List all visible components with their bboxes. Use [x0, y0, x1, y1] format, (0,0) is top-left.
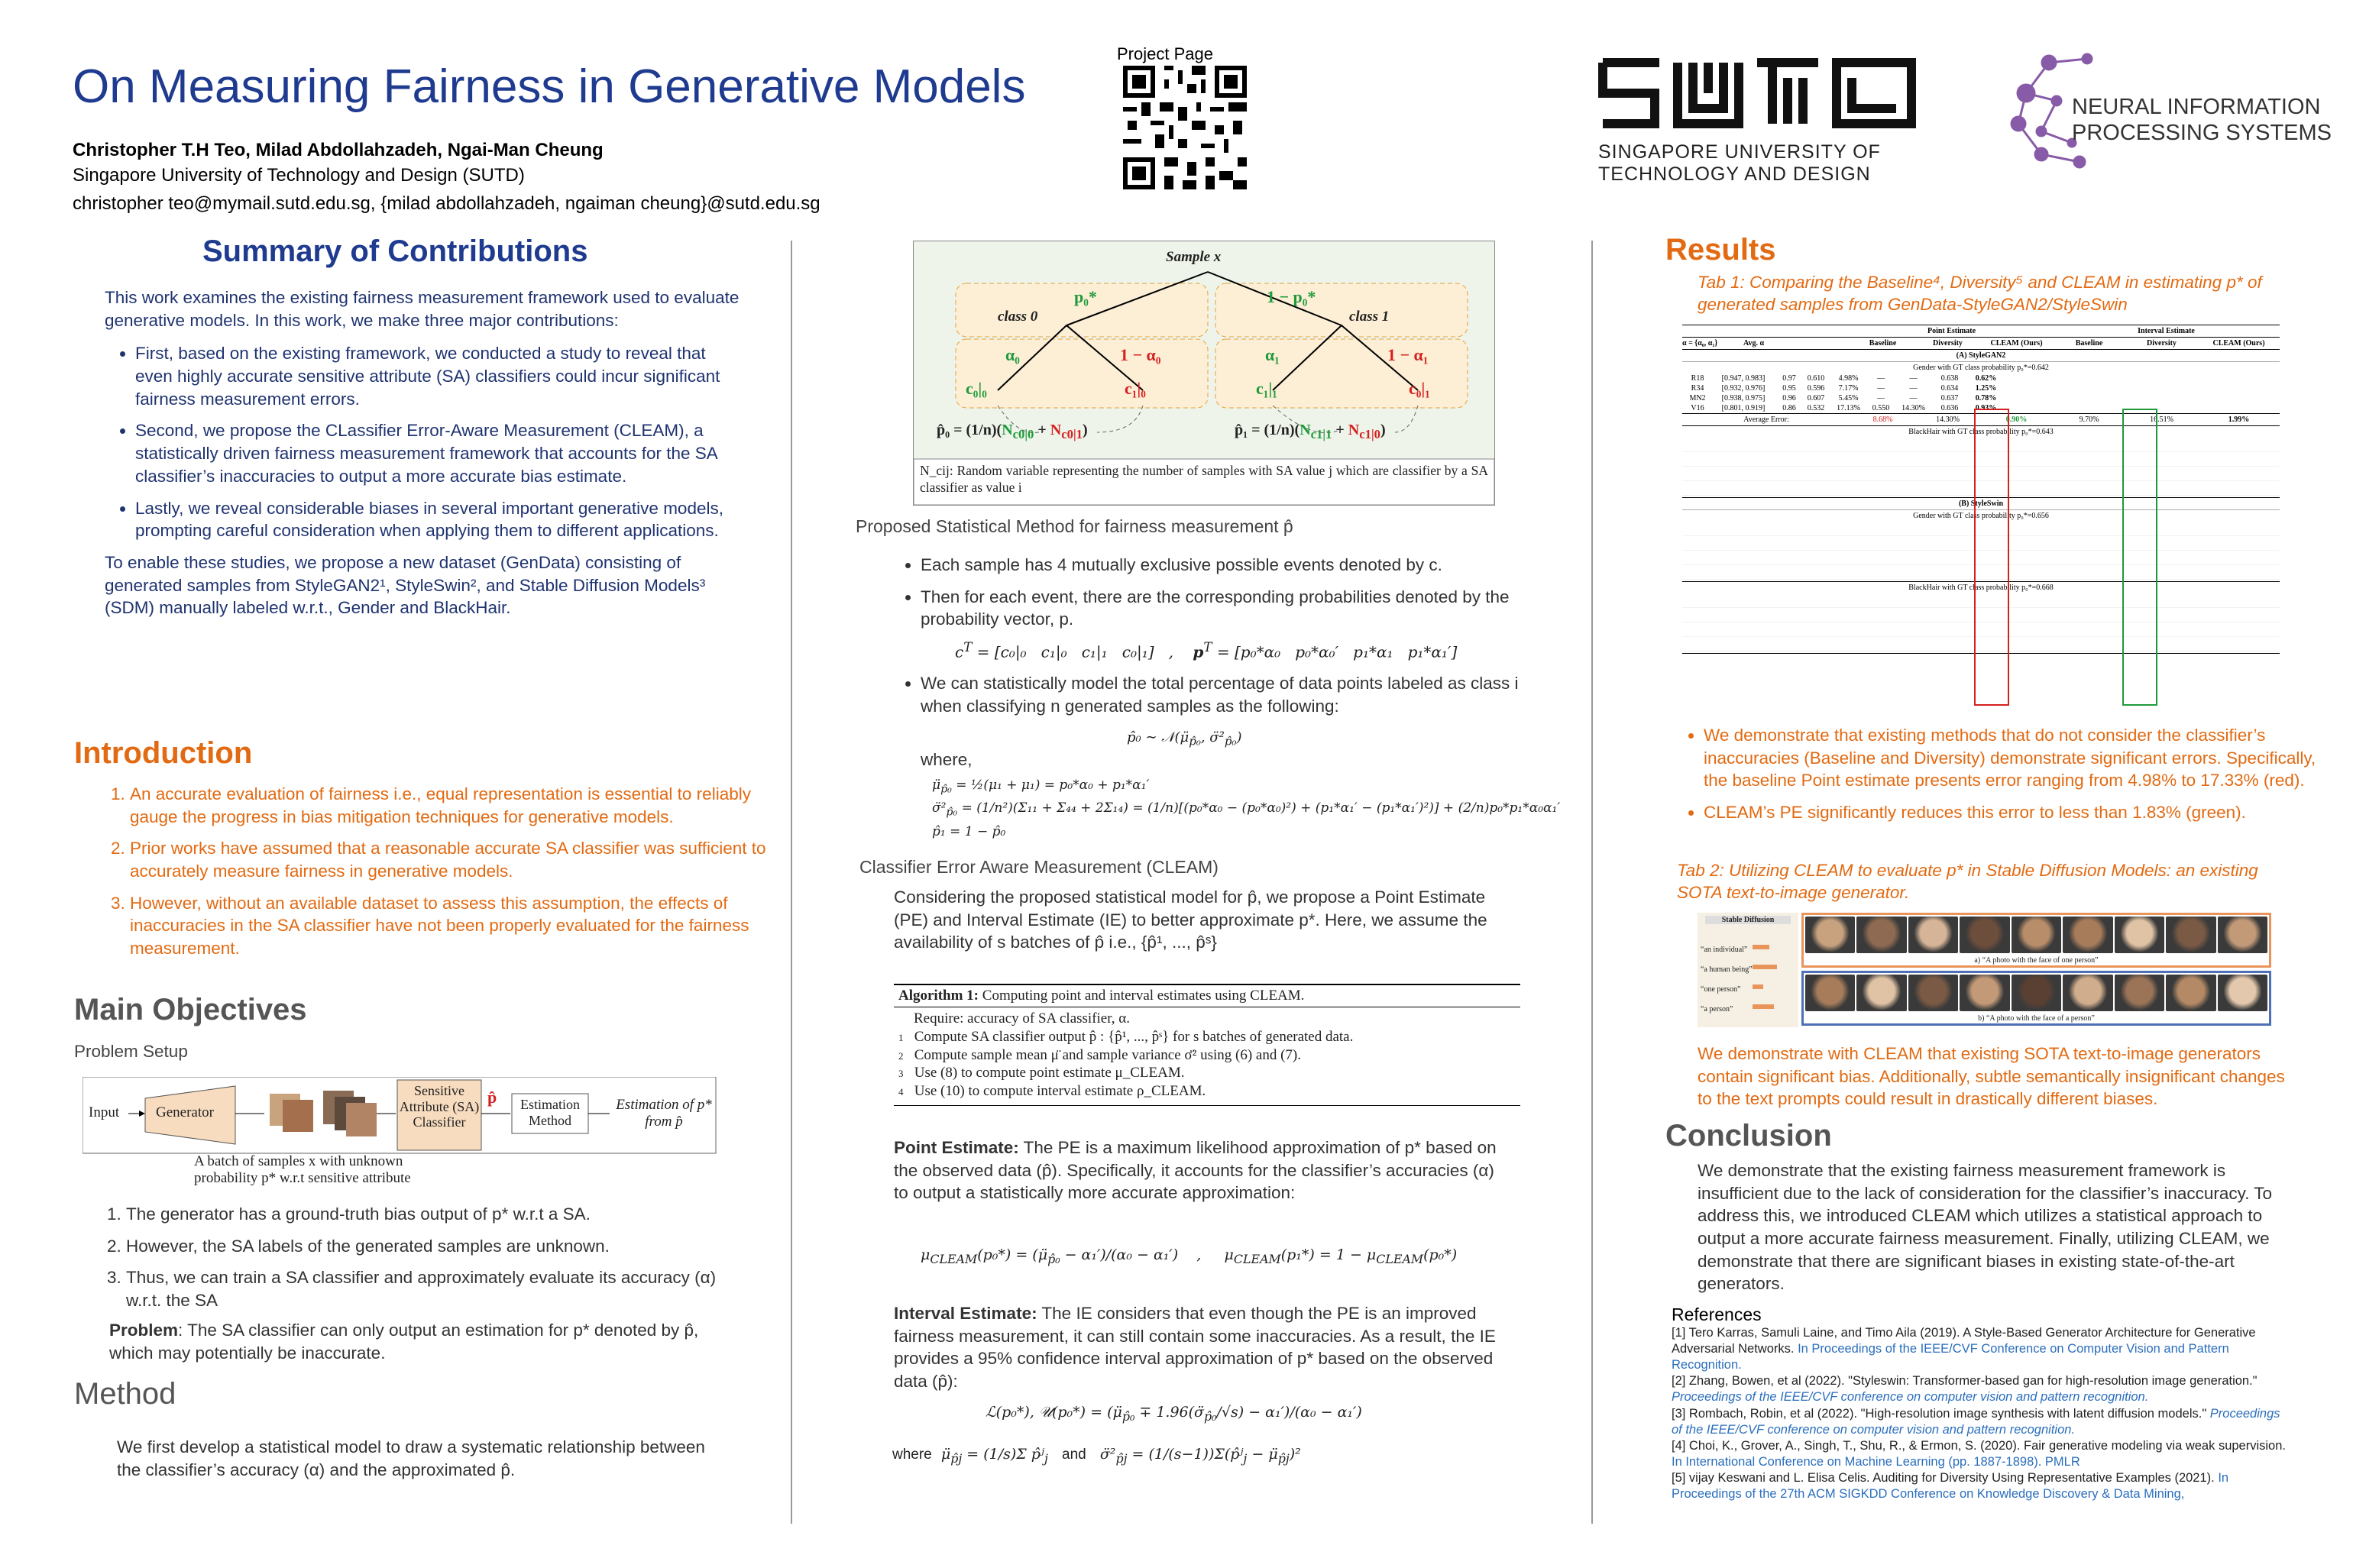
- face-image: [2012, 975, 2061, 1011]
- conclusion-heading: Conclusion: [1665, 1119, 1832, 1153]
- tree-na0-label: 1 − α₀: [1120, 345, 1161, 364]
- tree-c11-label: c₁|₁: [1256, 379, 1277, 398]
- sutd-name-line1: SINGAPORE UNIVERSITY OF: [1598, 141, 1881, 163]
- column-divider-2: [1591, 241, 1593, 1524]
- tree-na1-label: 1 − α₁: [1387, 345, 1429, 364]
- reference-text: [2] Zhang, Bowen, et al (2022). "Styleswin: Transformer-based gan for high-resolution image generation.": [1672, 1374, 2258, 1389]
- table1-cell: —: [1877, 374, 1885, 383]
- problem-setup-diagram: [83, 1077, 717, 1191]
- table1-subsection: Gender with GT class probability p₀*=0.642: [1913, 364, 2049, 372]
- introduction-list: [92, 783, 772, 969]
- tree-c00-label: c₀|₀: [966, 379, 987, 398]
- face-image: [1805, 917, 1855, 953]
- tree-class0-label: class 0: [998, 309, 1038, 325]
- introduction-item: 2. Prior works have assumed that a reasonable accurate SA classifier was sufficient to accurately measure fairness in generative models.: [130, 837, 772, 882]
- table2-text: We demonstrate with CLEAM that existing SOTA text-to-image generators contain significant bias. Additionally, subtle semantically insignificant changes to the text prompts could result in drastically different biases.: [1698, 1044, 2285, 1109]
- table1-cell: 0.596: [1807, 384, 1825, 393]
- face-image: [2063, 917, 2112, 953]
- probability-vector-formula: $c^T = [c_0|_0$ c₁|₀ c₁|₁ c₀|₁] , $p^T = [p_0*\alpha_0$ p₀*α₀′ p₁*α₁ p₁*α₁′]: [955, 640, 1458, 661]
- emails: christopher teo@mymail.sutd.edu.sg, {milad abdollahzadeh, ngaiman cheung}@sutd.edu.sg: [73, 193, 820, 214]
- diagram-input-label: Input: [89, 1104, 120, 1120]
- sutd-name-line2: TECHNOLOGY AND DESIGN: [1598, 163, 1871, 185]
- tree-a0-label: α₀: [1005, 345, 1020, 364]
- face-image: [2166, 975, 2215, 1011]
- baseline-error-highlight: [1974, 409, 2009, 706]
- table1-cell: 0.638: [1940, 374, 1959, 383]
- tree-p0-label: p₀*: [1074, 287, 1097, 306]
- table1-cell: —: [1909, 384, 1918, 393]
- tree-c10-label: c₁|₀: [1125, 379, 1146, 398]
- reference-text: [3] Rombach, Robin, et al (2022). "High-resolution image synthesis with latent diffusion models.": [1672, 1406, 2210, 1421]
- face-image: [2218, 975, 2267, 1011]
- project-page-label: Project Page: [1117, 44, 1213, 63]
- face-caption: a) “A photo with the face of one person”: [1804, 956, 2269, 965]
- face-image: [2115, 975, 2164, 1011]
- face-image: [2166, 917, 2215, 953]
- interval-estimate-formula: ℒ(p₀*), 𝒰(p₀*) = ($\mü_{p̂_0}$ ∓ $1.96(\sigmä_{p̂_0}/√s) - \alpha_1')/(\alpha_0 - \alpha_1')$: [986, 1404, 1362, 1424]
- table1-cell: MN2: [1689, 394, 1706, 403]
- table1-caption: Tab 1: Comparing the Baseline⁴, Diversity⁵ and CLEAM in estimating p* of generated samples from GenData-StyleGAN2/StyleSwin: [1698, 273, 2262, 315]
- diagram-output-label: Estimation of p* from p̂: [616, 1097, 712, 1130]
- stat-where: where,: [921, 750, 973, 769]
- problem-statement: [109, 1319, 728, 1364]
- table1-avg-val: 9.70%: [2079, 415, 2099, 424]
- face-image: [1805, 975, 1855, 1011]
- results-bullet: • CLEAM’s PE significantly reduces this error to less than 1.83% (green).: [1704, 801, 2322, 824]
- table1-col: Baseline: [2075, 339, 2103, 348]
- table1-cell: —: [1877, 394, 1885, 403]
- reference-link[interactable]: In Proceedings of the 27th ACM SIGKDD Conference on Knowledge Discovery & Data Mining,: [1672, 1470, 2229, 1502]
- algo-step-3: 3 Use (8) to compute point estimate μ_CLEAM.: [898, 1065, 1185, 1081]
- table1-cell: 0.610: [1807, 374, 1825, 383]
- table1-cell: 0.636: [1940, 404, 1959, 412]
- table1-section-a: (A) StyleGAN2: [1682, 350, 2280, 362]
- tree-c01-label: c₀|₁: [1409, 379, 1430, 398]
- face-grid: [1801, 913, 2274, 1027]
- table1-avg-val: 14.30%: [1936, 415, 1960, 424]
- stat-heading: Proposed Statistical Method for fairness measurement p̂: [856, 516, 1293, 536]
- affiliation: Singapore University of Technology and Design (SUTD): [73, 165, 525, 186]
- problem-setup-label: Problem Setup: [74, 1042, 188, 1061]
- table1-cell: 14.30%: [1901, 404, 1925, 412]
- table1-cell: R18: [1691, 374, 1704, 383]
- cleam-text: Considering the proposed statistical model for p̂, we propose a Point Estimate (PE) and Interval Estimate (IE) to better approximate p*. Here, we assume the availability of s batches of p̂ i.e., {p̂¹, ..., p̂ˢ}: [894, 887, 1487, 952]
- algo-step-text: Compute SA classifier output p̂ : {p̂¹, ..., p̂ˢ} for s batches of generated data.: [914, 1028, 1354, 1045]
- face-image: [2063, 975, 2112, 1011]
- table1-cell: 0.634: [1940, 384, 1959, 393]
- table1-cell: —: [1877, 384, 1885, 393]
- table1-cell: 1.25%: [1975, 384, 1997, 393]
- point-estimate-text: [894, 1136, 1505, 1204]
- point-estimate-formula: $\mu_{CLEAM}(p_0*)$ = $(\mü_{p̂_0} - \alpha_1')/(\alpha_0 - \alpha_1')$ , $\mu_{CLEAM}(p_1*) = 1 - \mu_{CLEAM}(p_0*)$: [921, 1246, 1458, 1266]
- objective-item: 2. However, the SA labels of the generated samples are unknown.: [126, 1235, 753, 1258]
- face-caption: b) “A photo with the face of a person”: [1804, 1014, 2269, 1023]
- diagram-caption-2: probability p* w.r.t sensitive attribute: [194, 1170, 411, 1186]
- normal-model-formula: p̂₀ ∼ $𝒩(\mü_{p̂_0}$, $\sigmä^2_{p̂_0}$): [1127, 729, 1242, 748]
- table1-avg-val: 8.68%: [1872, 415, 1893, 424]
- face-image: [1856, 975, 1906, 1011]
- face-row: [1801, 971, 2271, 1026]
- introduction-item: 3. However, without an available dataset to assess this assumption, the effects of inaccuracies in the SA classifier have not been properly evaluated for the fairness measurement.: [130, 892, 772, 960]
- tree-phat0-formula: p̂₀ = $(1/n)(N_{c0|0} + N_{c0|1})$: [937, 422, 1088, 441]
- table1-cell: 17.13%: [1837, 404, 1860, 412]
- face-row: [1801, 913, 2271, 968]
- reference-item: [1672, 1470, 2290, 1502]
- introduction-heading: Introduction: [74, 736, 253, 770]
- sd-title: Stable Diffusion: [1705, 916, 1791, 924]
- tree-note: N_cij: Random variable representing the number of samples with SA value j which are classifier by a SA classifier as value i: [920, 463, 1488, 495]
- reference-text: [4] Choi, K., Grover, A., Singh, T., Shu, R., & Ermon, S. (2020). Fair generative modeling via weak supervision.: [1672, 1438, 2286, 1453]
- stat-bullet: • Then for each event, there are the corresponding probabilities denoted by the probability vector, p.: [921, 586, 1555, 631]
- reference-item: [1672, 1438, 2290, 1470]
- sd-prompt: “a person”: [1701, 1005, 1733, 1014]
- algo-desc: Computing point and interval estimates using CLEAM.: [982, 988, 1305, 1004]
- sd-prompt: “a human being”: [1701, 965, 1753, 974]
- tree-class1-label: class 1: [1349, 309, 1390, 325]
- face-image: [1908, 917, 1958, 953]
- table2-caption: Tab 2: Utilizing CLEAM to evaluate p* in Stable Diffusion Models: an existing SOTA text-to-image generator.: [1677, 861, 2258, 903]
- cleam-error-highlight: [2122, 409, 2157, 706]
- stat-bullets-2: [890, 672, 1555, 726]
- poster-title: On Measuring Fairness in Generative Models: [73, 60, 1026, 113]
- pe-label: Point Estimate:: [894, 1138, 1019, 1157]
- problem-text: : The SA classifier can only output an estimation for p* denoted by p̂, which may potentially be inaccurate.: [109, 1321, 699, 1363]
- neurips-logo: [1995, 47, 2332, 177]
- authors: Christopher T.H Teo, Milad Abdollahzadeh, Ngai-Man Cheung: [73, 140, 604, 160]
- ie-label: Interval Estimate:: [894, 1304, 1037, 1323]
- introduction-item: 1. An accurate evaluation of fairness i.e., equal representation is essential to reliably gauge the progress in bias mitigation techniques for generative models.: [130, 783, 772, 828]
- stat-bullet: • We can statistically model the total percentage of data points labeled as class i when classifying n generated samples as the following:: [921, 672, 1555, 717]
- table1-cell: 0.637: [1940, 394, 1959, 403]
- summary-heading: Summary of Contributions: [202, 234, 588, 268]
- reference-item: [1672, 1406, 2290, 1438]
- diagram-generator-label: Generator: [156, 1104, 214, 1120]
- table1-cell: R34: [1691, 384, 1704, 393]
- face-image: [1856, 917, 1906, 953]
- ie-text: The IE considers that even though the PE is an improved fairness measurement, it can still contain some inaccuracies. As a result, the IE provides a 95% confidence interval approximation of p* based on the observed data (p̂):: [894, 1304, 1496, 1392]
- conclusion-text: We demonstrate that the existing fairness measurement framework is insufficient due to the lack of consideration for the classifier’s inaccuracy. To address this, we introduced CLEAM which utilizes a statistical approach to output a more accurate fairness measurement. Finally, utilizing CLEAM, we demonstrate that there are significant biases in existing state-of-the-art generators.: [1698, 1161, 2273, 1294]
- face-image: [2115, 917, 2164, 953]
- qr-code-icon[interactable]: [1123, 66, 1247, 189]
- stable-diffusion-figure: [1698, 913, 2274, 1027]
- table1-column-headers: α = {α₀, α₁} Avg. α Baseline Diversity CLEAM (Ours) Baseline Diversity CLEAM (Ours): [1682, 338, 2280, 350]
- method-heading: Method: [74, 1377, 176, 1411]
- reference-text: [5] vijay Keswani and L. Elisa Celis. Auditing for Diversity Using Representative Examples (2021).: [1672, 1470, 2219, 1485]
- algo-step-text: Use (8) to compute point estimate μ_CLEAM.: [914, 1065, 1185, 1081]
- table1-section-b: (B) StyleSwin: [1682, 497, 2280, 510]
- table1-cell: 0.607: [1807, 394, 1825, 403]
- objectives-list: [88, 1203, 753, 1321]
- table1-cell: [0.932, 0.976]: [1721, 384, 1766, 393]
- table1-cell: 0.550: [1872, 404, 1890, 412]
- sd-prompt: “an individual”: [1701, 946, 1748, 954]
- diagram-phat-icon: p̂: [487, 1088, 497, 1107]
- reference-item: [1672, 1325, 2290, 1373]
- method-text: We first develop a statistical model to draw a systematic relationship between the classifier’s accuracy (α) and the approximated p̂.: [117, 1437, 705, 1479]
- table1-subsection: BlackHair with GT class probability p₀*=0.643: [1908, 428, 2054, 436]
- table1-row: [1682, 383, 2280, 393]
- reference-link[interactable]: In International Conference on Machine Learning (pp. 1887-1898). PMLR: [1672, 1454, 2080, 1469]
- face-image: [2218, 917, 2267, 953]
- table1-row: [1682, 393, 2280, 403]
- table1-cell: 0.78%: [1975, 394, 1997, 403]
- reference-link[interactable]: Proceedings of the IEEE/CVF conference on computer vision and pattern recognition.: [1672, 1406, 2280, 1437]
- neurips-name-line2: PROCESSING SYSTEMS: [2072, 121, 2332, 145]
- stat-bullets: [890, 554, 1555, 640]
- results-table-1: [1682, 325, 2280, 706]
- table1-avg-val: 1.99%: [2228, 415, 2250, 424]
- table1-cell: —: [1909, 394, 1918, 403]
- table1-subsection: Gender with GT class probability p₀*=0.656: [1913, 512, 2049, 520]
- algorithm-box: [894, 984, 1520, 1106]
- stat-bullet: • Each sample has 4 mutually exclusive possible events denoted by c.: [921, 554, 1555, 577]
- face-image: [1908, 975, 1958, 1011]
- table1-col: Diversity: [1933, 339, 1963, 348]
- objectives-heading: Main Objectives: [74, 993, 307, 1026]
- face-image: [1960, 917, 2009, 953]
- cleam-heading: Classifier Error Aware Measurement (CLEAM): [859, 857, 1219, 877]
- references-heading: References: [1672, 1305, 1762, 1324]
- algo-require: Require: accuracy of SA classifier, α.: [914, 1010, 1131, 1026]
- batch-stats-formula: where $\mü_{p̂j} = (1/s)\Sigma$ p̂ʲ$_j$ and $\sigmä^2_{p̂j}$ = (1/(s−1))Σ(p̂ʲ$_j$ − $\mü_{p̂j})^2$: [892, 1446, 1301, 1466]
- algo-step-1: 1 Compute SA classifier output p̂ : {p̂¹, ..., p̂ˢ} for s batches of generated data.: [898, 1028, 1354, 1045]
- summary-bullets: [105, 342, 746, 542]
- table1-avg-label: Average Error:: [1743, 415, 1789, 424]
- algo-step-4: 4 Use (10) to compute interval estimate ρ_CLEAM.: [898, 1083, 1206, 1099]
- reference-item: [1672, 1373, 2290, 1405]
- summary-intro: This work examines the existing fairness measurement framework used to evaluate generative models. In this work, we make three major contributions:: [105, 288, 740, 330]
- sutd-wordmark-icon: [1598, 55, 1919, 131]
- table1-rows: [1682, 373, 2280, 413]
- face-image: [1960, 975, 2009, 1011]
- summary-section: [105, 286, 746, 619]
- results-bullets: [1673, 724, 2322, 833]
- table1-cell: 7.17%: [1838, 384, 1859, 393]
- reference-text: [1] Tero Karras, Samuli Laine, and Timo Aila (2019). A Style-Based Generator Architecture for Generative Adversarial Networks.: [1672, 1326, 2256, 1356]
- table1-cell: [0.801, 0.919]: [1721, 404, 1766, 412]
- mean-variance-formulas: $\mü_{p̂_0}$ = ½(μ₁ + μ₁) = p₀*α₀ + p₁*α₁′ $\sigmä^2_{p̂_0} = (1/n^2)(\Sigma_{11} + \Sigma_{44} + 2\Sigma_{14}) = (1/n)[(p_0*\alpha_0 - (p_0*\alpha_0)^2) + (p_1*\alpha_1' - (p_1*\alpha_1')^2)] + (2/n)p_0*p_1*\alpha_0\alpha_1'$ p̂₁ = 1 − p̂₀: [932, 778, 1561, 839]
- objective-item: 1. The generator has a ground-truth bias output of p* w.r.t a SA.: [126, 1203, 753, 1226]
- face-image: [2012, 917, 2061, 953]
- table1-cell: 5.45%: [1838, 394, 1859, 403]
- table1-cell: 0.97: [1782, 374, 1796, 383]
- results-bullet: • We demonstrate that existing methods that do not consider the classifier’s inaccuracies (Baseline and Diversity) demonstrate significant errors. Specifically, the baseline Point estimate presents error ranging from 4.98% to 17.33% (red).: [1704, 724, 2322, 792]
- table1-cell: [0.938, 0.975]: [1721, 394, 1766, 403]
- summary-closing: To enable these studies, we propose a new dataset (GenData) consisting of generated samples from StyleGAN2¹, StyleSwin², and Stable Diffusion Models³ (SDM) manually labeled w.r.t., Gender and BlackHair.: [105, 552, 706, 618]
- table1-avg-val: 0.90%: [2005, 415, 2028, 424]
- tree-sample-label: Sample x: [1166, 249, 1222, 265]
- objective-item: 3. Thus, we can train a SA classifier and approximately evaluate its accuracy (α) w.r.t. the SA: [126, 1266, 753, 1311]
- algo-title: Algorithm 1:: [898, 988, 979, 1004]
- table1-group-interval: Interval Estimate: [2138, 327, 2195, 335]
- diagram-caption-1: A batch of samples x with unknown: [194, 1153, 403, 1169]
- table1-group-point: Point Estimate: [1927, 327, 1976, 335]
- interval-estimate-text: [894, 1302, 1505, 1393]
- table1-cell: [0.947, 0.983]: [1721, 374, 1766, 383]
- table1-col: Baseline: [1869, 339, 1897, 348]
- table1-cell: 0.62%: [1975, 374, 1997, 383]
- algo-step-text: Use (10) to compute interval estimate ρ_CLEAM.: [914, 1083, 1206, 1099]
- table1-avg-val: 16.51%: [2150, 415, 2173, 424]
- table1-cell: 0.95: [1782, 384, 1796, 393]
- algo-step-2: 2 Compute sample mean μ̈ and sample variance σ̈² using (6) and (7).: [898, 1046, 1302, 1063]
- reference-link[interactable]: In Proceedings of the IEEE/CVF Conference on Computer Vision and Pattern Recognition.: [1672, 1342, 2229, 1372]
- table1-cell: 0.86: [1782, 404, 1796, 412]
- table1-col: Diversity: [2147, 339, 2177, 348]
- table1-row: [1682, 373, 2280, 383]
- diagram-estimation-label: Estimation Method: [520, 1097, 580, 1128]
- table1-col: CLEAM (Ours): [2212, 339, 2265, 348]
- table1-cell: —: [1909, 374, 1918, 383]
- reference-link[interactable]: Proceedings of the IEEE/CVF conference on computer vision and pattern recognition.: [1672, 1390, 2149, 1405]
- summary-bullet: • Lastly, we reveal considerable biases in several important generative models, prompting careful consideration when applying them to different applications.: [135, 497, 746, 542]
- sutd-logo: [1598, 55, 1919, 186]
- table1-cell: 0.96: [1782, 394, 1796, 403]
- table1-cell: 0.93%: [1975, 404, 1997, 412]
- references-list: [1672, 1325, 2290, 1502]
- summary-bullet: • Second, we propose the CLassifier Error-Aware Measurement (CLEAM), a statistically driven fairness measurement framework that accounts for the SA classifier’s inaccuracies to output a more accurate bias estimate.: [135, 419, 746, 487]
- table1-cell: V16: [1691, 404, 1704, 412]
- column-divider-1: [791, 241, 792, 1524]
- tree-a1-label: α₁: [1265, 345, 1280, 364]
- sd-prompts: [1701, 940, 1753, 1020]
- tree-p1-label: 1 − p₀*: [1267, 287, 1316, 306]
- pe-text: The PE is a maximum likelihood approximation of p* based on the observed data (p̂). Specifically, it accounts for the classifier’s accuracies (α) to output a statistically more accurate approximation:: [894, 1138, 1497, 1203]
- problem-label: Problem: [109, 1321, 179, 1340]
- table1-col: CLEAM (Ours): [1990, 339, 2043, 348]
- summary-bullet: • First, based on the existing framework, we conducted a study to reveal that even highly accurate sensitive attribute (SA) classifiers could incur significant fairness measurement errors.: [135, 342, 746, 410]
- diagram-classifier-label: Sensitive Attribute (SA) Classifier: [399, 1083, 480, 1130]
- table1-subsection: BlackHair with GT class probability p₀*=0.668: [1682, 581, 2280, 593]
- sd-prompt: “one person”: [1701, 985, 1741, 994]
- table1-cell: 0.532: [1807, 404, 1825, 412]
- probability-tree-diagram: [913, 241, 1495, 506]
- algo-step-text: Compute sample mean μ̈ and sample variance σ̈² using (6) and (7).: [914, 1046, 1302, 1063]
- results-heading: Results: [1665, 233, 1776, 267]
- neurips-name-line1: NEURAL INFORMATION: [2072, 95, 2321, 119]
- tree-phat1-formula: p̂₁ = $(1/n)(N_{c1|1} + N_{c1|0})$: [1235, 422, 1386, 441]
- table1-cell: 4.98%: [1838, 374, 1859, 383]
